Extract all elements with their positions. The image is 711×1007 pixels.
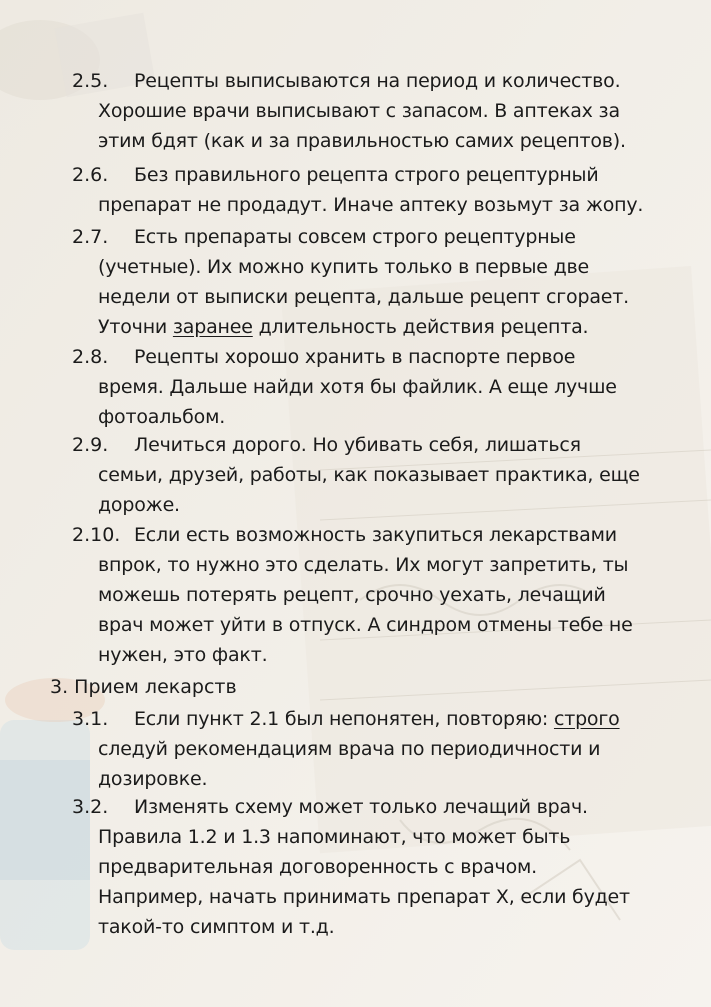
item-text: Рецепты выписываются на период и количество. — [134, 70, 621, 92]
text-segment: длительность действия рецепта. — [252, 316, 589, 338]
underlined-word: заранее — [172, 316, 253, 338]
text-segment: Если пункт 2.1 был непонятен, повторяю: — [134, 708, 554, 730]
section-heading: 3. Прием лекарств — [50, 676, 237, 698]
item-number: 2.6. — [72, 164, 109, 186]
item-text: семьи, друзей, работы, как показывает практика, еще — [98, 464, 640, 486]
item-number: 2.8. — [72, 346, 109, 368]
item-text: Правила 1.2 и 1.3 напоминают, что может быть — [98, 826, 571, 848]
item-number: 2.7. — [72, 226, 109, 248]
underlined-word: строго — [553, 708, 620, 730]
item-number: 2.10. — [72, 524, 121, 546]
item-text: препарат не продадут. Иначе аптеку возьмут за жопу. — [98, 194, 644, 216]
item-text: Например, начать принимать препарат X, если будет — [98, 886, 630, 908]
item-text: Есть препараты совсем строго рецептурные — [134, 226, 576, 248]
item-number: 3.2. — [72, 796, 109, 818]
item-text: Без правильного рецепта строго рецептурный — [134, 164, 599, 186]
item-number: 2.5. — [72, 70, 109, 92]
item-text: следуй рекомендациям врача по периодичности и — [98, 738, 601, 760]
item-text: этим бдят (как и за правильностью самих рецептов). — [98, 130, 626, 152]
item-text: дозировке. — [98, 768, 208, 790]
item-text: можешь потерять рецепт, срочно уехать, лечащий — [98, 584, 606, 606]
item-text: Если есть возможность закупиться лекарствами — [134, 524, 617, 546]
item-text: Хорошие врачи выписывают с запасом. В аптеках за — [98, 100, 620, 122]
item-text: время. Дальше найди хотя бы файлик. А еще лучше — [98, 376, 617, 398]
item-text: Лечиться дорого. Но убивать себя, лишаться — [134, 434, 581, 456]
item-text: врач может уйти в отпуск. А синдром отмены тебе не — [98, 614, 633, 636]
item-text: (учетные). Их можно купить только в первые две — [98, 256, 590, 278]
item-text: Изменять схему может только лечащий врач. — [134, 796, 588, 818]
item-text: фотоальбом. — [98, 406, 226, 428]
item-text — [98, 312, 588, 342]
item-text: предварительная договоренность с врачом. — [98, 856, 537, 878]
item-number: 2.9. — [72, 434, 109, 456]
item-text: дороже. — [98, 494, 180, 516]
text-segment: Уточни — [98, 316, 173, 338]
item-text: Рецепты хорошо хранить в паспорте первое — [134, 346, 576, 368]
item-text — [134, 704, 620, 734]
item-number: 3.1. — [72, 708, 109, 730]
item-text: недели от выписки рецепта, дальше рецепт сгорает. — [98, 286, 629, 308]
item-text: впрок, то нужно это сделать. Их могут запретить, ты — [98, 554, 629, 576]
item-text: нужен, это факт. — [98, 644, 268, 666]
item-text: такой-то симптом и т.д. — [98, 916, 335, 938]
